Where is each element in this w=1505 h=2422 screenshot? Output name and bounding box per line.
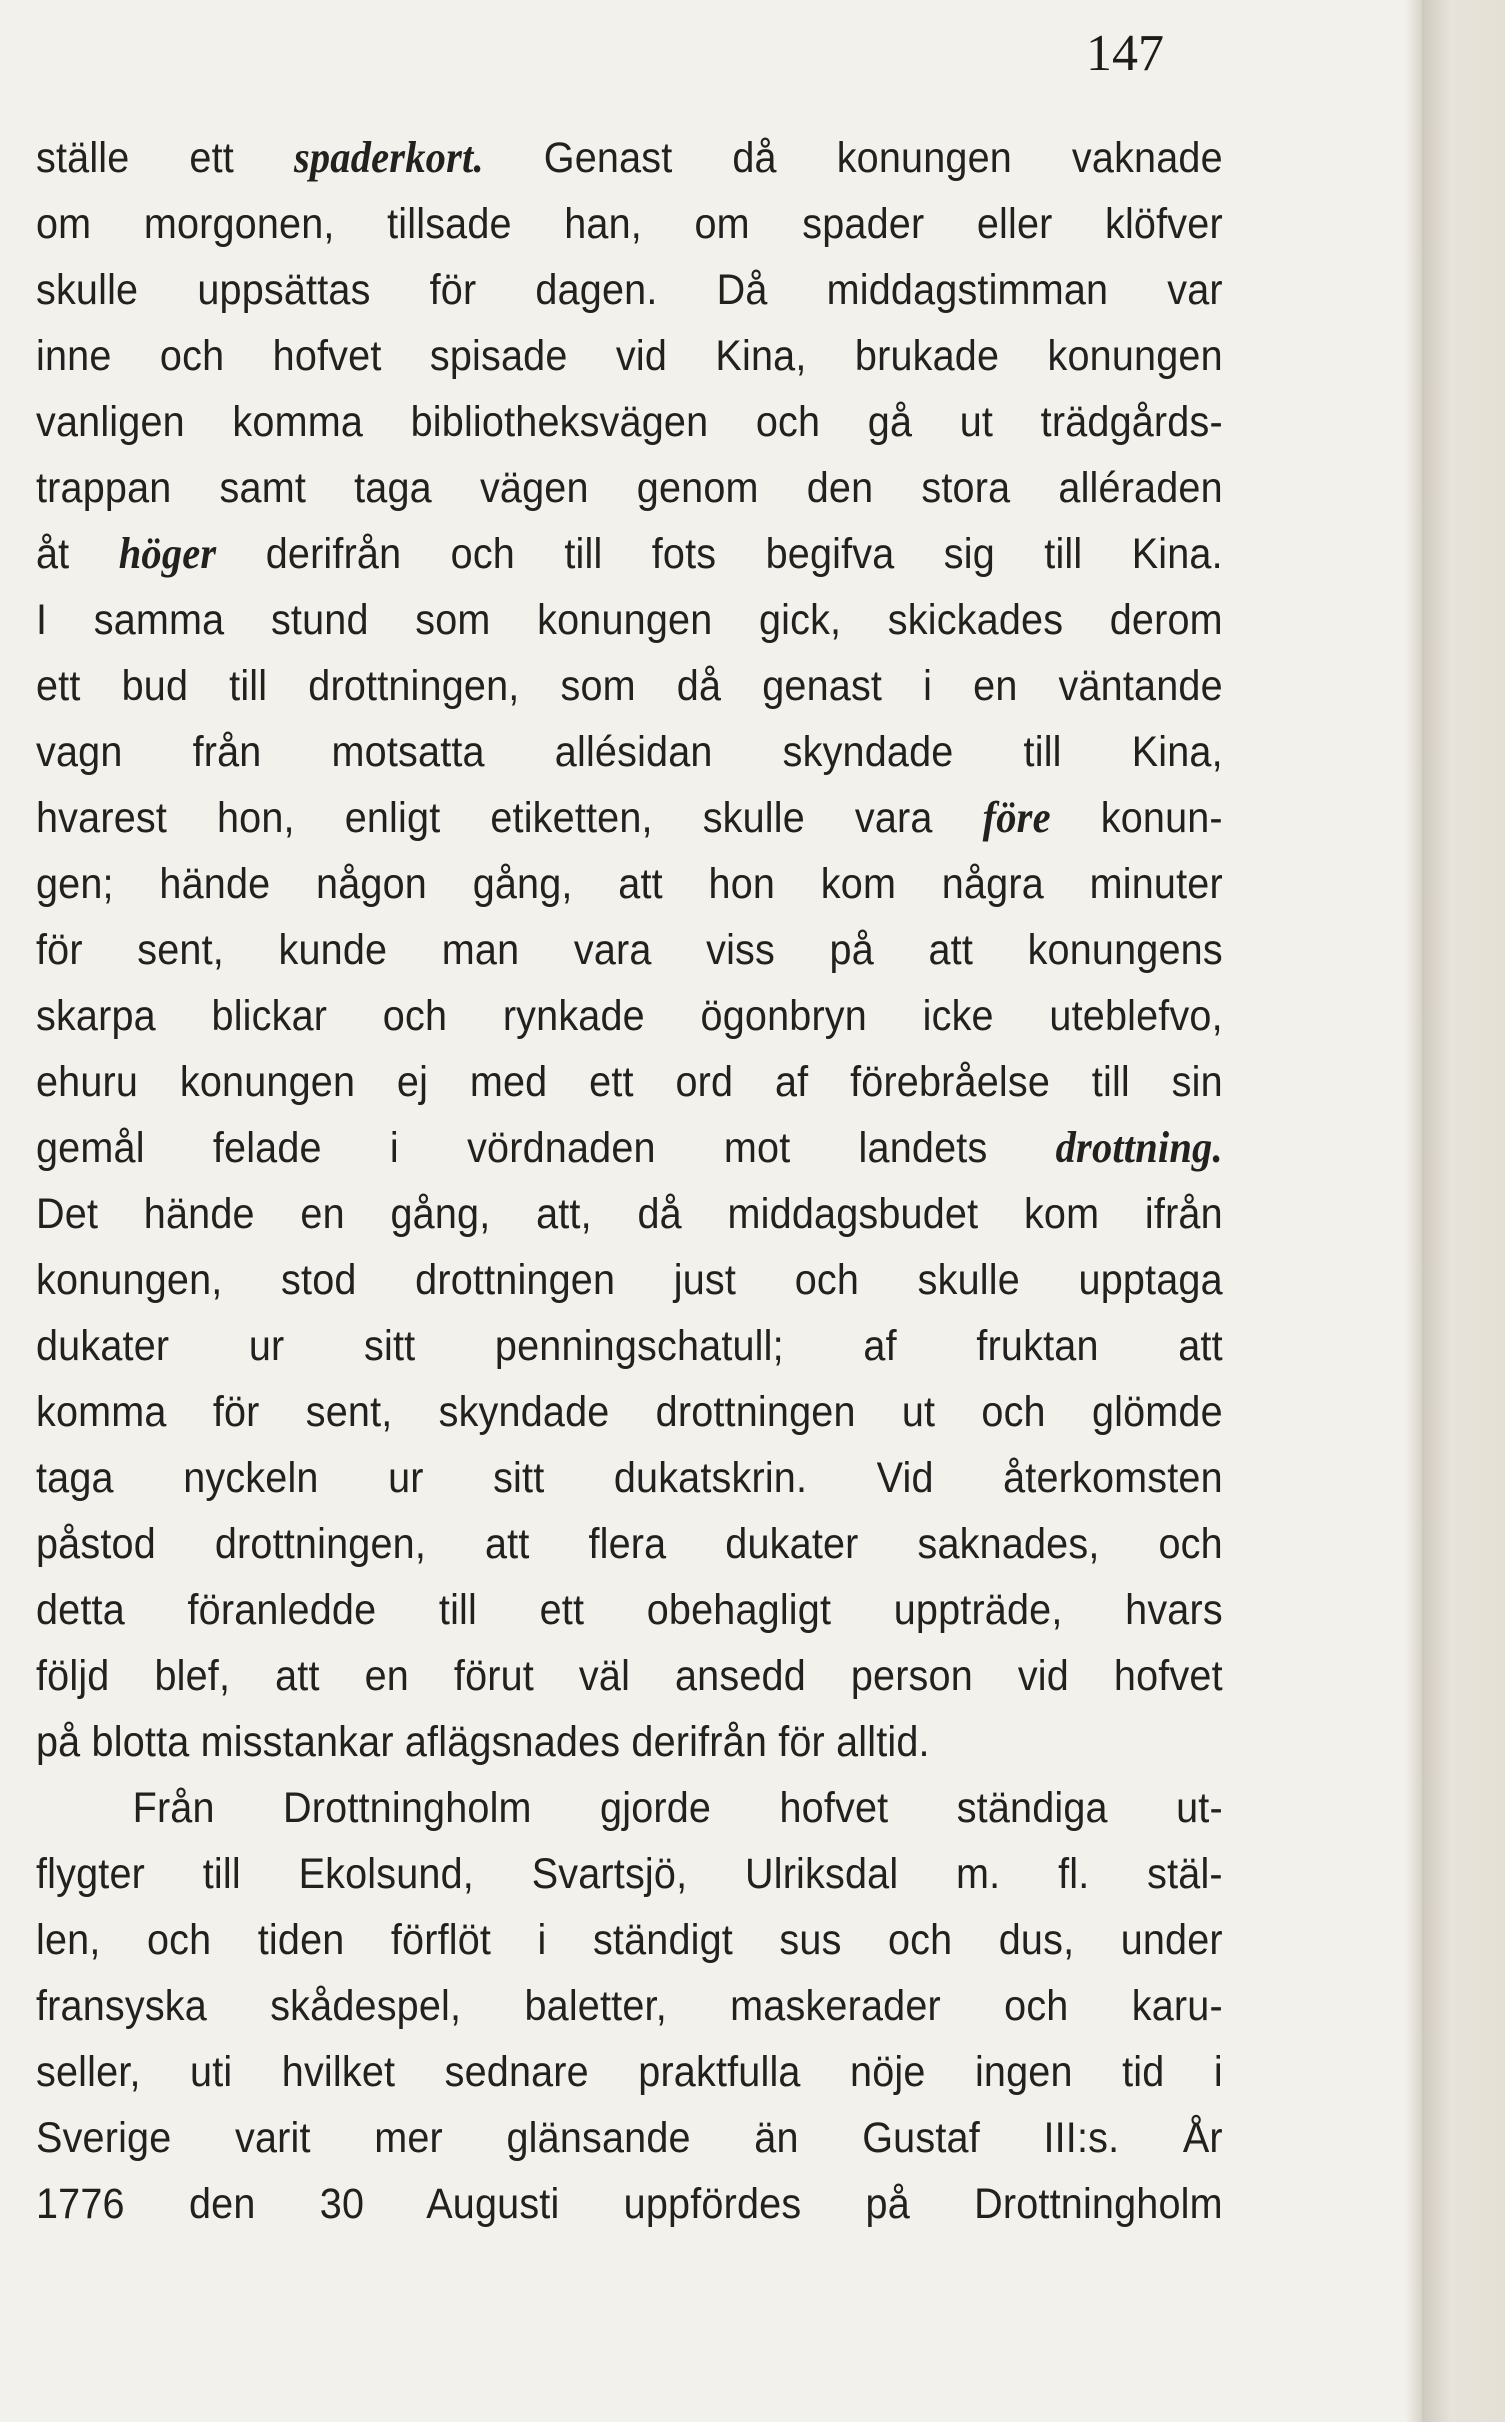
text-line bbox=[36, 1247, 1223, 1313]
text-segment: Från Drottningholm gjorde hofvet ständiga ut- bbox=[132, 1784, 1223, 1832]
text-segment: gemål felade i vördnaden mot landets bbox=[36, 1124, 1056, 1172]
text-segment: skulle uppsättas för dagen. Då middagstimman var bbox=[36, 266, 1223, 314]
text-segment: om morgonen, tillsade han, om spader eller klöfver bbox=[36, 200, 1223, 248]
text-line bbox=[36, 1643, 1223, 1709]
text-line bbox=[36, 1379, 1223, 1445]
body-text bbox=[36, 125, 1226, 2237]
text-line bbox=[36, 1049, 1223, 1115]
text-segment: taga nyckeln ur sitt dukatskrin. Vid återkomsten bbox=[36, 1454, 1223, 1502]
text-line bbox=[36, 1445, 1223, 1511]
text-segment: ett bud till drottningen, som då genast i en väntande bbox=[36, 662, 1223, 710]
text-segment: vagn från motsatta allésidan skyndade till Kina, bbox=[36, 728, 1223, 776]
text-segment: detta föranledde till ett obehagligt uppträde, hvars bbox=[36, 1586, 1223, 1634]
text-line bbox=[36, 587, 1223, 653]
text-segment: derifrån och till fots begifva sig till Kina. bbox=[216, 530, 1223, 578]
text-segment: för sent, kunde man vara viss på att konungens bbox=[36, 926, 1223, 974]
text-segment: len, och tiden förflöt i ständigt sus och dus, under bbox=[36, 1916, 1223, 1964]
italic-word: drottning. bbox=[1055, 1123, 1223, 1172]
text-segment: vanligen komma bibliotheksvägen och gå ut trädgårds- bbox=[36, 398, 1223, 446]
text-line bbox=[36, 389, 1223, 455]
text-line bbox=[36, 1115, 1223, 1181]
text-segment: hvarest hon, enligt etiketten, skulle vara bbox=[36, 794, 983, 842]
text-segment: trappan samt taga vägen genom den stora alléraden bbox=[36, 464, 1223, 512]
text-segment: på blotta misstankar aflägsnades derifrån för alltid. bbox=[36, 1718, 930, 1766]
text-line bbox=[36, 1511, 1223, 1577]
text-segment: inne och hofvet spisade vid Kina, brukade konungen bbox=[36, 332, 1223, 380]
text-segment: påstod drottningen, att flera dukater saknades, och bbox=[36, 1520, 1223, 1568]
text-segment: åt bbox=[36, 530, 119, 578]
page-number: 147 bbox=[1086, 25, 1164, 82]
text-line bbox=[36, 1181, 1223, 1247]
text-segment: Sverige varit mer glänsande än Gustaf III:s. År bbox=[36, 2114, 1223, 2162]
page-edge-shadow bbox=[1405, 0, 1422, 2422]
text-line bbox=[36, 2039, 1223, 2105]
page-stack-edge bbox=[1422, 0, 1505, 2422]
text-segment: skarpa blickar och rynkade ögonbryn icke uteblefvo, bbox=[36, 992, 1223, 1040]
italic-word: före bbox=[982, 793, 1051, 842]
text-line bbox=[36, 2105, 1223, 2171]
text-segment: följd blef, att en förut väl ansedd person vid hofvet bbox=[36, 1652, 1223, 1700]
text-line bbox=[36, 1709, 1223, 1775]
text-line bbox=[36, 521, 1223, 587]
text-segment: konungen, stod drottningen just och skulle upptaga bbox=[36, 1256, 1223, 1304]
text-segment: flygter till Ekolsund, Svartsjö, Ulriksdal m. fl. stäl- bbox=[36, 1850, 1223, 1898]
text-line bbox=[36, 785, 1223, 851]
text-line bbox=[36, 1907, 1223, 1973]
italic-word: spaderkort. bbox=[293, 133, 484, 182]
text-segment: dukater ur sitt penningschatull; af fruktan att bbox=[36, 1322, 1223, 1370]
text-segment: I samma stund som konungen gick, skickades derom bbox=[36, 596, 1223, 644]
text-segment: seller, uti hvilket sednare praktfulla nöje ingen tid i bbox=[36, 2048, 1223, 2096]
text-line bbox=[36, 851, 1223, 917]
text-line bbox=[36, 1775, 1223, 1841]
text-line bbox=[36, 257, 1223, 323]
text-line bbox=[36, 1973, 1223, 2039]
text-line bbox=[36, 983, 1223, 1049]
text-line bbox=[36, 191, 1223, 257]
text-line bbox=[36, 1313, 1223, 1379]
text-segment: komma för sent, skyndade drottningen ut och glömde bbox=[36, 1388, 1223, 1436]
text-line bbox=[36, 455, 1223, 521]
text-line bbox=[36, 2171, 1223, 2237]
text-line bbox=[36, 1841, 1223, 1907]
text-line bbox=[36, 323, 1223, 389]
text-line bbox=[36, 719, 1223, 785]
text-line bbox=[36, 125, 1223, 191]
italic-word: höger bbox=[118, 529, 217, 578]
text-segment: 1776 den 30 Augusti uppfördes på Drottningholm bbox=[36, 2180, 1223, 2228]
text-segment: Genast då konungen vaknade bbox=[483, 134, 1223, 182]
text-segment: Det hände en gång, att, då middagsbudet kom ifrån bbox=[36, 1190, 1223, 1238]
text-segment: ställe ett bbox=[36, 134, 294, 182]
text-segment: ehuru konungen ej med ett ord af förebråelse till sin bbox=[36, 1058, 1223, 1106]
text-segment: fransyska skådespel, baletter, maskerader och karu- bbox=[36, 1982, 1223, 2030]
text-line bbox=[36, 917, 1223, 983]
text-segment: gen; hände någon gång, att hon kom några minuter bbox=[36, 860, 1223, 908]
text-segment: konun- bbox=[1050, 794, 1223, 842]
text-line bbox=[36, 653, 1223, 719]
text-line bbox=[36, 1577, 1223, 1643]
